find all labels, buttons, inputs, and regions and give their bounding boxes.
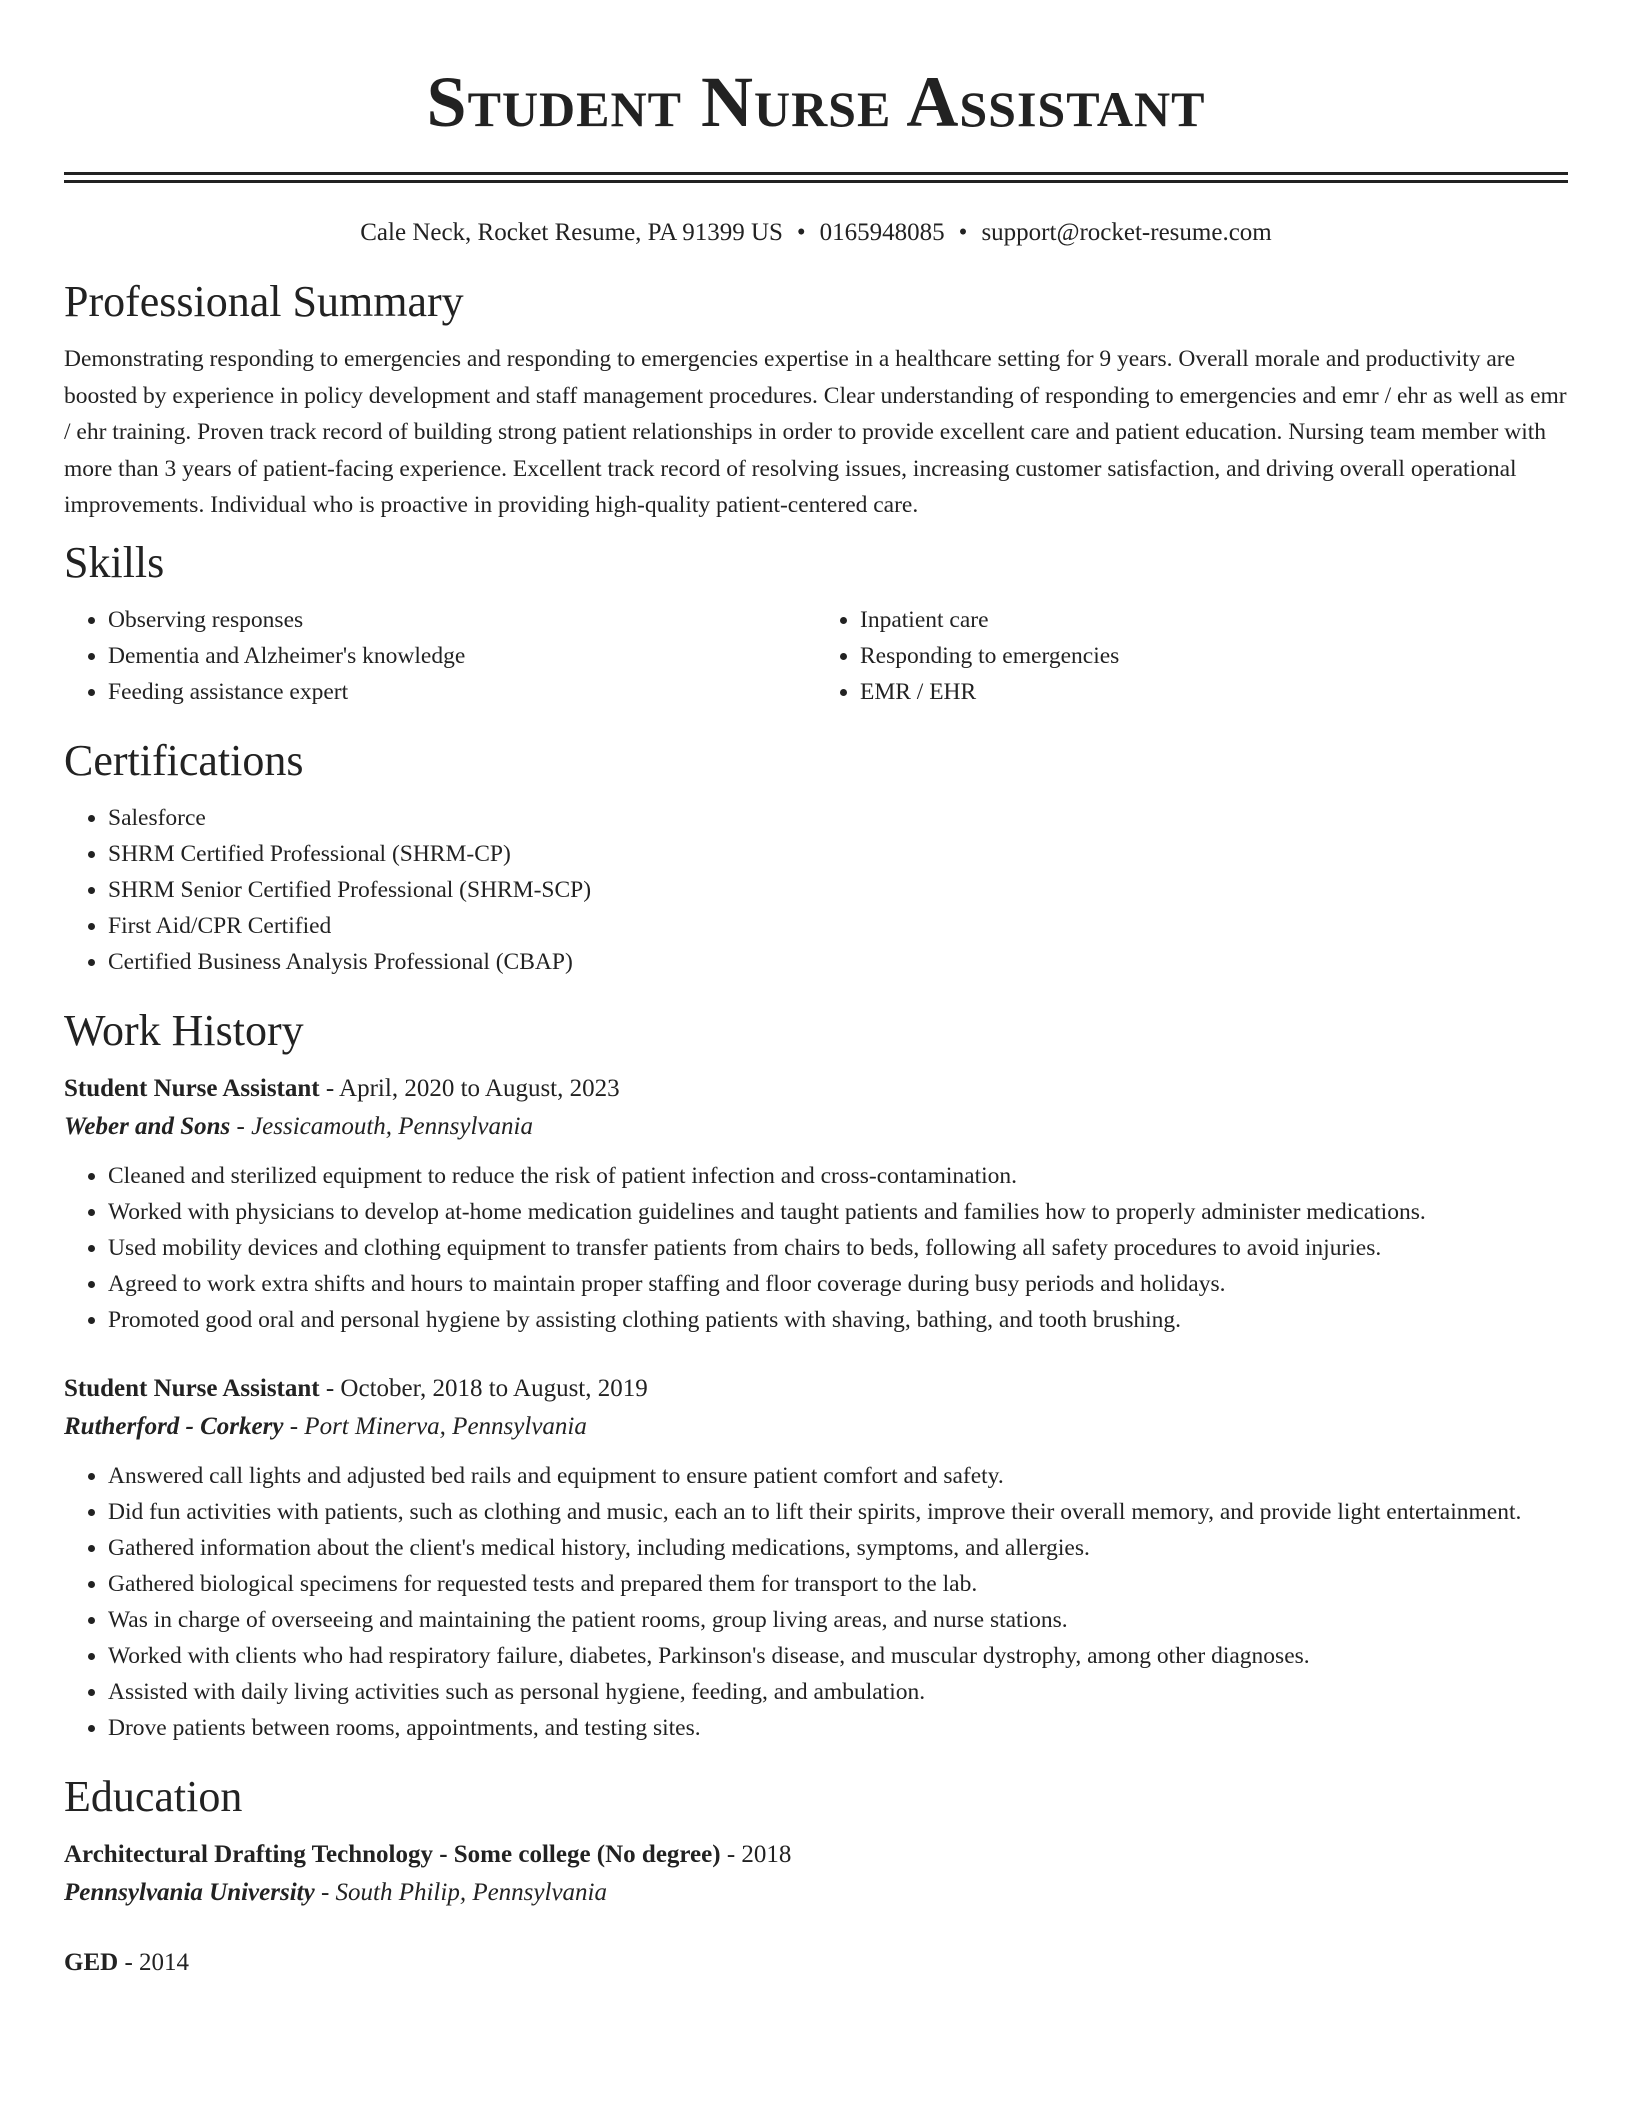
summary-text: Demonstrating responding to emergencies and responding to emergencies expertise in a healthcare setting for 9 years. Overall morale and productivity are boosted by experience in policy development and staff management procedures. Clear understanding of responding to emergencies and emr / ehr as well as emr / ehr training. Proven track record of building strong patient relationships in order to provide excellent care and patient education. Nursing team member with more than 3 years of patient-facing experience. Excellent track record of resolving issues, increasing customer satisfaction, and driving overall operational improvements. Individual who is proactive in providing high-quality patient-centered care. xyxy=(64,346,1567,518)
job-bullets xyxy=(64,1458,1568,1746)
contact-phone: 0165948085 xyxy=(819,219,945,246)
contact-separator: • xyxy=(958,219,968,246)
education-location: - South Philip, Pennsylvania xyxy=(314,1878,607,1906)
education-year: - 2018 xyxy=(720,1840,792,1868)
job-bullet: • Gathered biological specimens for requested tests and prepared them for transport to the lab. xyxy=(108,1566,1568,1602)
job-title-line xyxy=(64,1370,1568,1408)
certifications-heading: Certifications xyxy=(64,735,304,785)
skill-item: • Responding to emergencies xyxy=(860,638,1568,674)
summary-heading: Professional Summary xyxy=(64,277,464,326)
job-bullet: • Was in charge of overseeing and maintaining the patient rooms, group living areas, and nurse stations. xyxy=(108,1602,1568,1638)
title-divider xyxy=(64,172,1568,183)
job-bullet: • Answered call lights and adjusted bed rails and equipment to ensure patient comfort and safety. xyxy=(108,1458,1568,1494)
education-degree: GED xyxy=(64,1948,119,1976)
skill-item: • EMR / EHR xyxy=(860,674,1568,710)
job-bullet: • Drove patients between rooms, appointments, and testing sites. xyxy=(108,1710,1568,1746)
job-bullet: • Cleaned and sterilized equipment to reduce the risk of patient infection and cross-contamination. xyxy=(108,1158,1568,1194)
job-entry xyxy=(64,1370,1568,1746)
job-dates: - April, 2020 to August, 2023 xyxy=(319,1074,620,1102)
certification-item: • SHRM Certified Professional (SHRM-CP) xyxy=(108,836,1568,872)
job-bullet: • Agreed to work extra shifts and hours to maintain proper staffing and floor coverage during busy periods and holidays. xyxy=(108,1266,1568,1302)
education-entry xyxy=(64,1944,1568,1982)
job-bullet: • Did fun activities with patients, such as clothing and music, each an to lift their spirits, improve their overall memory, and provide light entertainment. xyxy=(108,1494,1568,1530)
skills-column-right xyxy=(816,602,1568,710)
job-location: - Port Minerva, Pennsylvania xyxy=(283,1412,587,1440)
job-location: - Jessicamouth, Pennsylvania xyxy=(230,1112,533,1140)
contact-line xyxy=(64,217,1568,249)
skill-item: • Inpatient care xyxy=(860,602,1568,638)
resume-title: Student Nurse Assistant xyxy=(426,62,1206,142)
certification-item: • First Aid/CPR Certified xyxy=(108,908,1568,944)
skills-column-left xyxy=(64,602,816,710)
contact-separator: • xyxy=(796,219,806,246)
job-bullet: • Gathered information about the client's medical history, including medications, symptoms, and allergies. xyxy=(108,1530,1568,1566)
education-school-line xyxy=(64,1874,1568,1912)
skills-heading: Skills xyxy=(64,537,165,587)
job-bullet: • Worked with clients who had respiratory failure, diabetes, Parkinson's disease, and muscular dystrophy, among other diagnoses. xyxy=(108,1638,1568,1674)
education-degree-line xyxy=(64,1836,1568,1874)
contact-email: support@rocket-resume.com xyxy=(981,219,1272,246)
skills-list xyxy=(64,602,1568,710)
work-history-heading: Work History xyxy=(64,1005,304,1055)
job-title-line xyxy=(64,1070,1568,1108)
skill-item: • Feeding assistance expert xyxy=(108,674,816,710)
education-heading: Education xyxy=(64,1771,243,1821)
job-title: Student Nurse Assistant xyxy=(64,1074,320,1102)
education-entry xyxy=(64,1836,1568,1912)
job-bullet: • Assisted with daily living activities such as personal hygiene, feeding, and ambulation. xyxy=(108,1674,1568,1710)
education-degree-line xyxy=(64,1944,1568,1982)
job-company-line xyxy=(64,1408,1568,1446)
job-title: Student Nurse Assistant xyxy=(64,1374,320,1402)
education-degree: Architectural Drafting Technology - Some college (No degree) xyxy=(64,1840,721,1868)
education-year: - 2014 xyxy=(118,1948,190,1976)
job-company: Rutherford - Corkery xyxy=(64,1412,284,1440)
job-bullets xyxy=(64,1158,1568,1338)
job-dates: - October, 2018 to August, 2019 xyxy=(319,1374,648,1402)
contact-address: Cale Neck, Rocket Resume, PA 91399 US xyxy=(360,219,783,246)
certifications-list xyxy=(64,800,1568,980)
job-bullet: • Used mobility devices and clothing equipment to transfer patients from chairs to beds, following all safety procedures to avoid injuries. xyxy=(108,1230,1568,1266)
skill-item: • Dementia and Alzheimer's knowledge xyxy=(108,638,816,674)
certification-item: • SHRM Senior Certified Professional (SHRM-SCP) xyxy=(108,872,1568,908)
education-school: Pennsylvania University xyxy=(64,1878,315,1906)
job-company-line xyxy=(64,1108,1568,1146)
certification-item: • Certified Business Analysis Professional (CBAP) xyxy=(108,944,1568,980)
skill-item: • Observing responses xyxy=(108,602,816,638)
job-entry xyxy=(64,1070,1568,1338)
job-bullet: • Promoted good oral and personal hygiene by assisting clothing patients with shaving, bathing, and tooth brushing. xyxy=(108,1302,1568,1338)
job-company: Weber and Sons xyxy=(64,1112,231,1140)
certification-item: • Salesforce xyxy=(108,800,1568,836)
job-bullet: • Worked with physicians to develop at-home medication guidelines and taught patients and families how to properly administer medications. xyxy=(108,1194,1568,1230)
